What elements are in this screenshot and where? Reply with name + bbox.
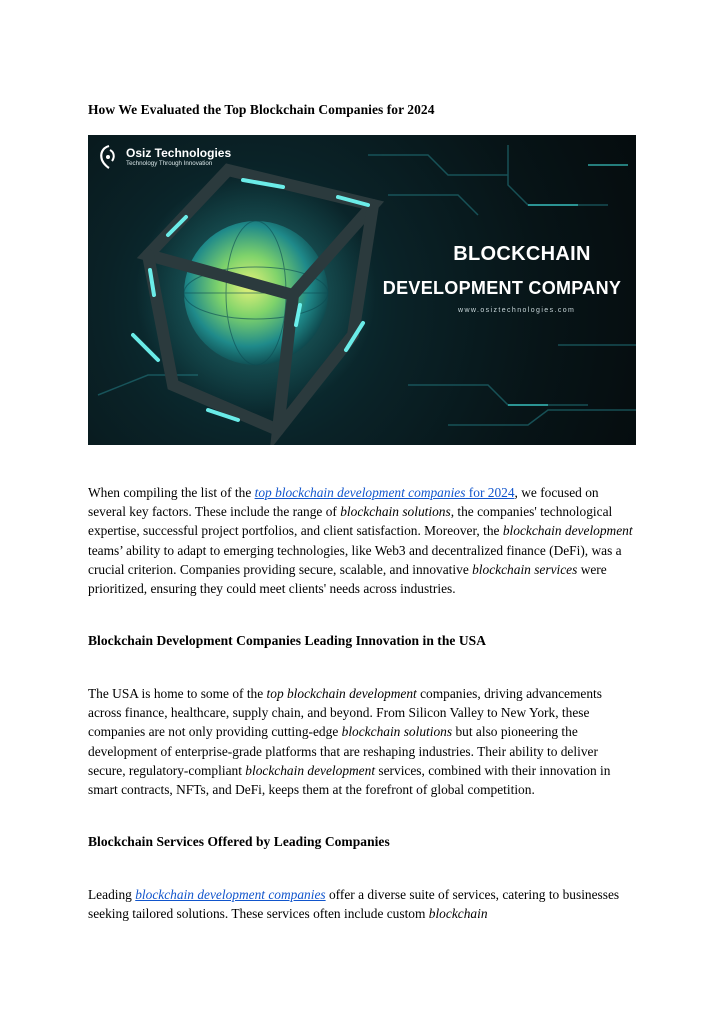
link-text: blockchain development companies <box>135 887 326 902</box>
text-run: , the companies' technological expertise, successful project portfolios, and client satisfaction. Moreover, the <box>88 504 613 539</box>
hero-banner-image <box>88 135 636 445</box>
paragraph-evaluation <box>88 483 636 598</box>
hero-title-line2: DEVELOPMENT COMPANY <box>382 278 622 298</box>
section-heading-usa: Blockchain Development Companies Leading Innovation in the USA <box>88 633 487 648</box>
brand-tagline: Technology Through Innovation <box>126 159 213 167</box>
hero-url: www.osiztechnologies.com <box>458 307 576 314</box>
emphasis: top blockchain development <box>266 686 417 701</box>
text-run: offer a diverse suite of services, catering to businesses seeking tailored solutions. These services often include custom <box>88 887 620 922</box>
brand-logo <box>98 144 231 170</box>
text-run: services, combined with their innovation in smart contracts, NFTs, and DeFi, keeps them at the forefront of global competition. <box>88 762 611 798</box>
text-run: The USA is home to some of the <box>88 686 267 701</box>
link-top-blockchain-companies[interactable] <box>255 485 515 500</box>
logo-icon <box>98 144 120 170</box>
text-run: were prioritized, ensuring they could meet clients' needs across industries. <box>88 561 607 597</box>
text-run: When compiling the list of the <box>88 485 255 500</box>
text-run: teams’ ability to adapt to emerging technologies, like Web3 and decentralized finance (DeFi), was a crucial criterion. Companies providing secure, scalable, and innovative <box>88 542 622 577</box>
link-text-year: for 2024 <box>465 485 515 500</box>
link-text: top blockchain development companies <box>254 485 466 500</box>
paragraph-services <box>88 885 636 923</box>
text-run: , we focused on several key factors. These include the range of <box>88 485 599 520</box>
link-blockchain-development-companies[interactable] <box>135 887 325 902</box>
section-heading-services: Blockchain Services Offered by Leading Companies <box>88 834 390 849</box>
emphasis: blockchain development <box>502 523 633 539</box>
text-run: Leading <box>88 887 136 902</box>
emphasis: blockchain development <box>245 762 376 778</box>
emphasis: blockchain solutions <box>341 724 453 740</box>
section-heading-evaluation: How We Evaluated the Top Blockchain Companies for 2024 <box>88 102 435 117</box>
brand-name: Osiz Technologies <box>126 145 232 160</box>
emphasis: blockchain <box>428 906 488 922</box>
hero-title <box>372 241 632 301</box>
text-run: companies, driving advancements across finance, healthcare, supply chain, and beyond. From Silicon Valley to New York, these companies are not only providing cutting-edge <box>88 686 602 740</box>
emphasis: blockchain services <box>472 561 578 577</box>
emphasis: blockchain solutions <box>340 504 451 520</box>
paragraph-usa <box>88 684 636 799</box>
text-run: but also pioneering the development of enterprise-grade platforms that are reshaping industries. Their ability to deliver secure, regulatory-compliant <box>88 724 598 778</box>
hero-title-line1: BLOCKCHAIN <box>453 243 591 265</box>
